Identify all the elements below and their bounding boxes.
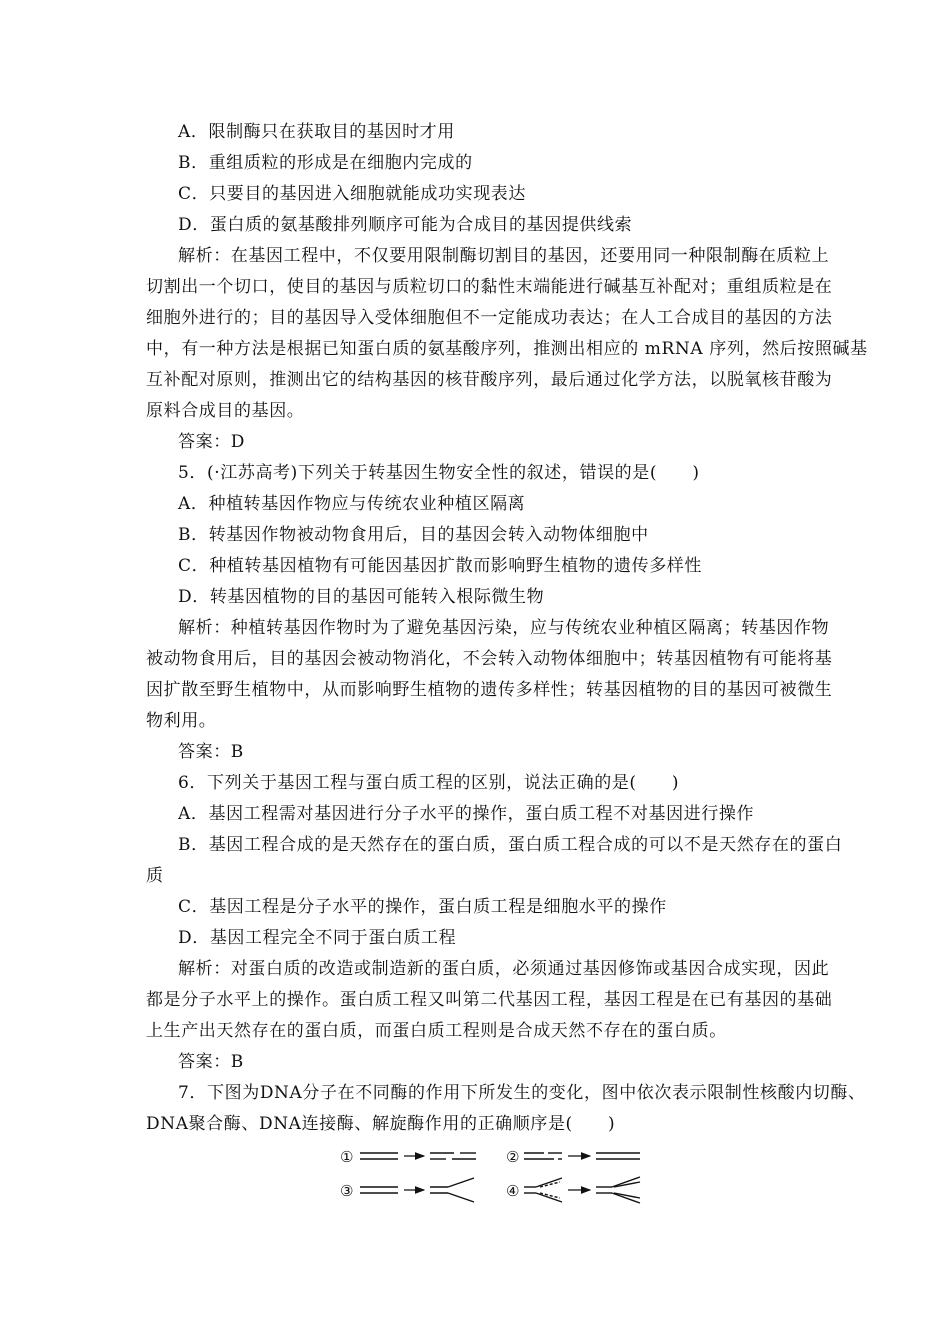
option-5a: A．种植转基因作物应与传统农业种植区隔离: [178, 494, 526, 514]
analysis-5-line4: 物利用。: [146, 711, 217, 731]
option-6b-line2: 质: [146, 866, 164, 886]
panel-4-dna-template: [524, 1178, 562, 1202]
analysis-4-line2: 切割出一个切口，使目的基因与质粒切口的黏性末端能进行碱基互补配对；重组质粒是在: [146, 277, 833, 297]
analysis-5-line1: 解析：种植转基因作物时为了避免基因污染，应与传统农业种植区隔离；转基因作物: [178, 618, 830, 638]
panel-3-dna-intact: [360, 1187, 398, 1193]
answer-5: 答案：B: [178, 742, 244, 762]
question-7-line1: 7．下图为DNA分子在不同酶的作用下所发生的变化，图中依次表示限制性核酸内切酶、: [178, 1083, 866, 1103]
figure-label-2: ②: [506, 1148, 520, 1166]
panel-2-dna-joined: [596, 1153, 640, 1159]
option-6a: A．基因工程需对基因进行分子水平的操作，蛋白质工程不对基因进行操作: [178, 804, 755, 824]
option-4d: D．蛋白质的氨基酸排列顺序可能为合成目的基因提供线索: [178, 215, 633, 235]
option-5c: C．种植转基因植物有可能因基因扩散而影响野生植物的遗传多样性: [178, 556, 703, 576]
answer-6: 答案：B: [178, 1052, 244, 1072]
figure-label-1: ①: [340, 1148, 354, 1166]
analysis-4-line5: 互补配对原则，推测出它的结构基因的核苷酸序列，最后通过化学方法，以脱氧核苷酸为: [146, 370, 833, 390]
option-4b: B．重组质粒的形成是在细胞内完成的: [178, 153, 473, 173]
analysis-5-line2: 被动物食用后，目的基因会被动物消化，不会转入动物体细胞中；转基因植物有可能将基: [146, 649, 833, 669]
option-4a: A．限制酶只在获取目的基因时才用: [178, 122, 455, 142]
panel-3-dna-unwound: [430, 1178, 474, 1202]
analysis-4-line1: 解析：在基因工程中，不仅要用限制酶切割目的基因，还要用同一种限制酶在质粒上: [178, 246, 830, 266]
question-5: 5．(·江苏高考)下列关于转基因生物安全性的叙述，错误的是( ): [178, 463, 700, 483]
analysis-6-line1: 解析：对蛋白质的改造或制造新的蛋白质，必须通过基因修饰或基因合成实现，因此: [178, 959, 830, 979]
analysis-4-line4: 中，有一种方法是根据已知蛋白质的氨基酸序列，推测出相应的 mRNA 序列，然后按照碱基: [146, 339, 868, 359]
analysis-6-line3: 上生产出天然存在的蛋白质，而蛋白质工程则是合成天然不存在的蛋白质。: [146, 1021, 727, 1041]
option-6c: C．基因工程是分子水平的操作，蛋白质工程是细胞水平的操作: [178, 897, 667, 917]
option-4c: C．只要目的基因进入细胞就能成功实现表达: [178, 184, 527, 204]
figure-label-3: ③: [340, 1182, 354, 1200]
analysis-6-line2: 都是分子水平上的操作。蛋白质工程又叫第二代基因工程，基因工程是在已有基因的基础: [146, 990, 833, 1010]
option-5d: D．转基因植物的目的基因可能转入根际微生物: [178, 587, 545, 607]
panel-4-dna-replicated: [596, 1177, 640, 1203]
analysis-5-line3: 因扩散至野生植物中，从而影响野生植物的遗传多样性；转基因植物的目的基因可被微生: [146, 680, 833, 700]
analysis-4-line3: 细胞外进行的；目的基因导入受体细胞但不一定能成功表达；在人工合成目的基因的方法: [146, 308, 833, 328]
panel-1-dna-cut: [430, 1153, 476, 1159]
option-5b: B．转基因作物被动物食用后，目的基因会转入动物体细胞中: [178, 525, 649, 545]
option-6d: D．基因工程完全不同于蛋白质工程: [178, 928, 457, 948]
analysis-4-line6: 原料合成目的基因。: [146, 401, 305, 421]
dna-enzyme-diagram: [340, 1140, 650, 1210]
question-7-line2: DNA聚合酶、DNA连接酶、解旋酶作用的正确顺序是( ): [146, 1114, 616, 1134]
panel-1-dna-intact: [360, 1153, 398, 1159]
answer-4: 答案：D: [178, 432, 246, 452]
question-6: 6．下列关于基因工程与蛋白质工程的区别，说法正确的是( ): [178, 773, 680, 793]
figure-label-4: ④: [506, 1182, 520, 1200]
panel-2-dna-nicked: [524, 1153, 562, 1159]
option-6b-line1: B．基因工程合成的是天然存在的蛋白质，蛋白质工程合成的可以不是天然存在的蛋白: [178, 835, 843, 855]
